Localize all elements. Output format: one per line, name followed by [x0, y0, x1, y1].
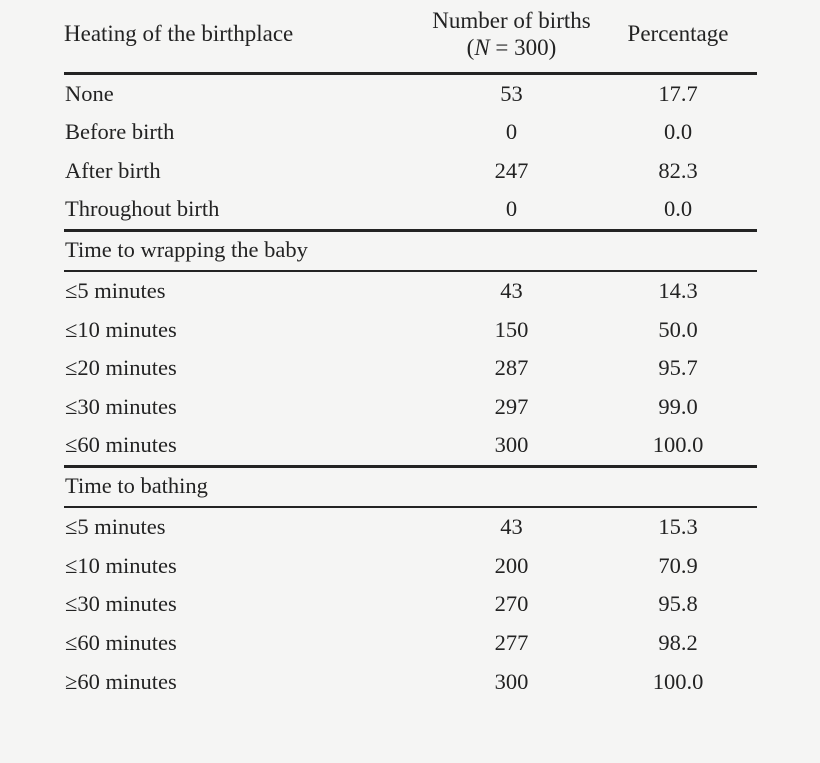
- cell-label: ≤60 minutes: [65, 630, 177, 656]
- cell-count: 43: [500, 278, 523, 304]
- cell-percentage: 99.0: [658, 393, 698, 419]
- cell-percentage: 100.0: [652, 668, 704, 694]
- cell-count: 43: [500, 514, 523, 540]
- section-heading-row: [64, 468, 757, 506]
- cell-percentage: 98.2: [658, 630, 698, 656]
- cell-percentage: 0.0: [663, 119, 693, 145]
- cell-percentage: 15.3: [658, 514, 698, 540]
- table-row: [64, 272, 757, 311]
- cell-percentage: 100.0: [652, 432, 704, 458]
- cell-percentage: 82.3: [658, 157, 698, 183]
- column-header-count-line1: Number of births: [432, 7, 591, 33]
- table-row: [64, 508, 757, 547]
- birth-practices-table: [64, 0, 757, 701]
- cell-label: Before birth: [65, 119, 175, 145]
- cell-percentage: 50.0: [658, 316, 698, 342]
- cell-label: ≤5 minutes: [65, 278, 166, 304]
- cell-percentage: 14.3: [658, 278, 698, 304]
- cell-label: ≤30 minutes: [65, 393, 177, 419]
- table-row: [64, 190, 757, 229]
- cell-label: ≤30 minutes: [65, 591, 177, 617]
- cell-label: None: [65, 80, 114, 106]
- table-header: [64, 0, 757, 75]
- table-row: [64, 586, 757, 625]
- section-heading-row: [64, 232, 757, 270]
- column-header-label: [64, 0, 424, 72]
- table-row: [64, 427, 757, 466]
- cell-count: 150: [494, 316, 529, 342]
- section-heading: Time to wrapping the baby: [65, 237, 308, 263]
- cell-count: 277: [494, 630, 529, 656]
- cell-count: 300: [494, 432, 529, 458]
- table-row: [64, 349, 757, 388]
- table-row: [64, 311, 757, 350]
- cell-percentage: 0.0: [663, 196, 693, 222]
- cell-count: 287: [494, 355, 529, 381]
- cell-percentage: 70.9: [658, 552, 698, 578]
- cell-count: 270: [494, 591, 529, 617]
- statistics-table-container: [64, 0, 757, 701]
- cell-label: ≤10 minutes: [65, 316, 177, 342]
- table-row: [64, 75, 757, 114]
- table-row: [64, 624, 757, 663]
- cell-label: ≤5 minutes: [65, 514, 166, 540]
- cell-label: ≥60 minutes: [65, 668, 177, 694]
- cell-count: 300: [494, 668, 529, 694]
- cell-count: 247: [494, 157, 529, 183]
- header-row: [64, 0, 757, 72]
- column-header-percentage-text: Percentage: [627, 20, 729, 46]
- table-row: [64, 547, 757, 586]
- cell-count: 200: [494, 552, 529, 578]
- table-body: [64, 75, 757, 702]
- cell-percentage: 17.7: [658, 80, 698, 106]
- cell-count: 0: [505, 119, 518, 145]
- table-row: [64, 152, 757, 191]
- sample-size-value: = 300): [489, 35, 557, 60]
- column-header-count-line2: [467, 34, 557, 61]
- cell-count: 0: [505, 196, 518, 222]
- cell-label: Throughout birth: [65, 196, 220, 222]
- paren-open: (: [466, 35, 475, 60]
- column-header-label-text: Heating of the birthplace: [64, 20, 294, 46]
- table-row: [64, 663, 757, 702]
- cell-label: ≤10 minutes: [65, 552, 177, 578]
- column-header-count: [424, 0, 599, 72]
- cell-count: 53: [500, 80, 523, 106]
- table-row: [64, 388, 757, 427]
- cell-label: ≤60 minutes: [65, 432, 177, 458]
- cell-percentage: 95.7: [658, 355, 698, 381]
- section-heading: Time to bathing: [65, 473, 208, 499]
- cell-label: After birth: [65, 157, 161, 183]
- sample-size-symbol: N: [474, 35, 490, 60]
- cell-label: ≤20 minutes: [65, 355, 177, 381]
- cell-percentage: 95.8: [658, 591, 698, 617]
- cell-count: 297: [494, 393, 529, 419]
- table-row: [64, 113, 757, 152]
- column-header-percentage: [599, 0, 757, 72]
